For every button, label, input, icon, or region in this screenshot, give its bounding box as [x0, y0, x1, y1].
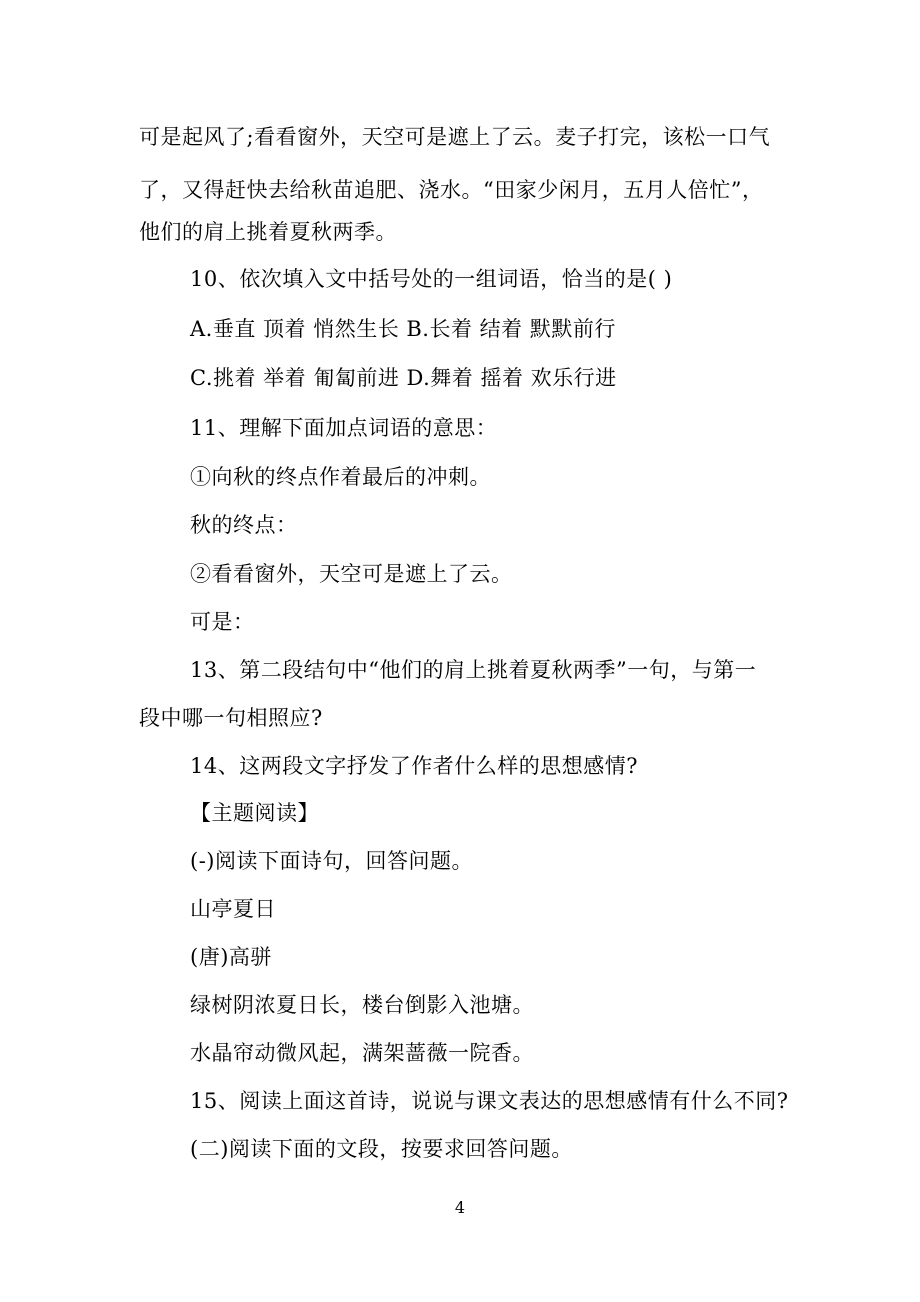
text-line: 了，又得赶快去给秋苗追肥、浇水。“田家少闲月，五月人倍忙”， [139, 178, 764, 202]
reading-instruction: (-)阅读下面诗句，回答问题。 [190, 849, 473, 873]
sub-question-2: ②看看窗外，天空可是遮上了云。 [190, 562, 513, 586]
poem-line: 水晶帘动微风起，满架蔷薇一院香。 [190, 1041, 534, 1065]
page-number: 4 [454, 1198, 466, 1217]
text-line: 他们的肩上挑着夏秋两季。 [139, 220, 397, 244]
section-heading: 【主题阅读】 [190, 801, 319, 825]
poem-line: 绿树阴浓夏日长，楼台倒影入池塘。 [190, 993, 534, 1017]
text-line: 可是起风了;看看窗外，天空可是遮上了云。麦子打完，该松一口气 [139, 125, 771, 149]
question-13: 13、第二段结句中“他们的肩上挑着夏秋两季”一句，与第一 [190, 658, 757, 682]
question-15: 15、阅读上面这首诗，说说与课文表达的思想感情有什么不同? [190, 1089, 789, 1113]
question-14: 14、这两段文字抒发了作者什么样的思想感情? [190, 754, 638, 778]
question-11: 11、理解下面加点词语的意思： [190, 416, 498, 440]
option-line-ab: A.垂直 顶着 悄然生长 B.长着 结着 默默前行 [190, 317, 616, 341]
option-line-cd: C.挑着 举着 匍匐前进 D.舞着 摇着 欢乐行进 [190, 366, 617, 390]
question-13-continued: 段中哪一句相照应? [139, 706, 323, 730]
poem-author: (唐)高骈 [190, 945, 272, 969]
question-10: 10、依次填入文中括号处的一组词语，恰当的是( ) [190, 267, 673, 291]
sub-question-1: ①向秋的终点作着最后的冲刺。 [190, 465, 491, 489]
answer-prompt: 可是： [190, 610, 255, 634]
poem-title: 山亭夏日 [190, 897, 276, 921]
reading-instruction: (二)阅读下面的文段，按要求回答问题。 [190, 1137, 573, 1161]
answer-prompt: 秋的终点： [190, 513, 298, 537]
